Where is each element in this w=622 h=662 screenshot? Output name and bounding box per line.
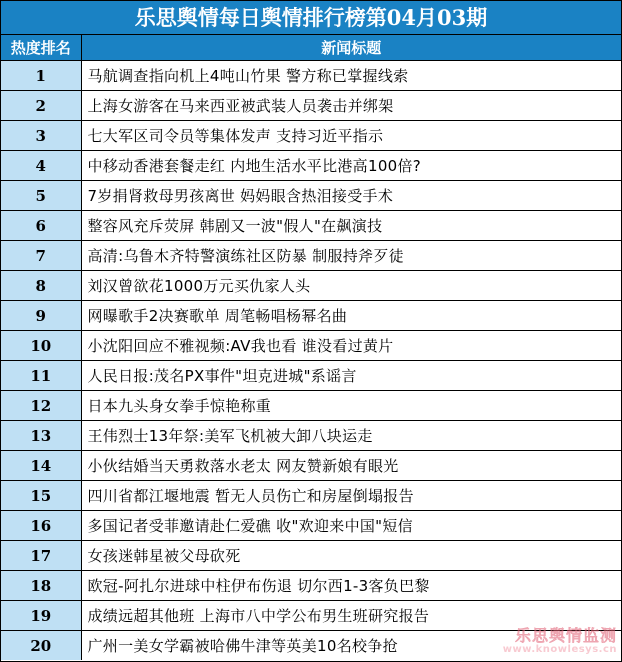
table-row — [1, 301, 621, 331]
table-row — [1, 271, 621, 301]
rank-cell: 16 — [1, 511, 81, 541]
table-row — [1, 541, 621, 571]
table-row — [1, 361, 621, 391]
rank-cell: 9 — [1, 301, 81, 331]
watermark-url: www.knowlesys.cn — [502, 644, 617, 655]
table-row — [1, 151, 621, 181]
rank-cell: 19 — [1, 601, 81, 631]
table-row — [1, 601, 621, 631]
headline-cell: 网曝歌手2决赛歌单 周笔畅唱杨幂名曲 — [81, 301, 621, 331]
headline-cell: 七大军区司令员等集体发声 支持习近平指示 — [81, 121, 621, 151]
headline-cell: 小伙结婚当天勇救落水老太 网友赞新娘有眼光 — [81, 451, 621, 481]
page-title: 乐思舆情每日舆情排行榜第04月03期 — [1, 1, 621, 35]
ranking-table — [1, 35, 621, 660]
rank-cell: 18 — [1, 571, 81, 601]
headline-cell: 王伟烈士13年祭:美军飞机被大卸八块运走 — [81, 421, 621, 451]
headline-cell: 刘汉曾欲花1000万元买仇家人头 — [81, 271, 621, 301]
headline-cell: 中移动香港套餐走红 内地生活水平比港高100倍? — [81, 151, 621, 181]
table-row — [1, 241, 621, 271]
rank-cell: 3 — [1, 121, 81, 151]
headline-cell: 整容风充斥荧屏 韩剧又一波"假人"在飙演技 — [81, 211, 621, 241]
headline-cell: 日本九头身女拳手惊艳称重 — [81, 391, 621, 421]
rank-cell: 11 — [1, 361, 81, 391]
headline-cell: 多国记者受菲邀请赴仁爱礁 收"欢迎来中国"短信 — [81, 511, 621, 541]
headline-column-header: 新闻标题 — [81, 35, 621, 61]
rank-cell: 5 — [1, 181, 81, 211]
headline-cell: 马航调查指向机上4吨山竹果 警方称已掌握线索 — [81, 61, 621, 91]
rank-cell: 1 — [1, 61, 81, 91]
table-row — [1, 211, 621, 241]
rank-cell: 15 — [1, 481, 81, 511]
rank-cell: 7 — [1, 241, 81, 271]
rank-cell: 13 — [1, 421, 81, 451]
rank-cell: 17 — [1, 541, 81, 571]
headline-cell: 7岁捐肾救母男孩离世 妈妈眼含热泪接受手术 — [81, 181, 621, 211]
rank-cell: 20 — [1, 631, 81, 661]
table-row — [1, 91, 621, 121]
table-row — [1, 631, 621, 661]
rank-cell: 6 — [1, 211, 81, 241]
table-row — [1, 571, 621, 601]
headline-cell: 广州一美女学霸被哈佛牛津等英美10名校争抢 — [81, 631, 621, 661]
ranking-rows — [1, 61, 621, 661]
headline-cell: 高清:乌鲁木齐特警演练社区防暴 制服持斧歹徒 — [81, 241, 621, 271]
headline-cell: 上海女游客在马来西亚被武装人员袭击并绑架 — [81, 91, 621, 121]
table-row — [1, 121, 621, 151]
rank-cell: 8 — [1, 271, 81, 301]
rank-cell: 12 — [1, 391, 81, 421]
rank-cell: 10 — [1, 331, 81, 361]
headline-cell: 小沈阳回应不雅视频:AV我也看 谁没看过黄片 — [81, 331, 621, 361]
rank-column-header: 热度排名 — [1, 35, 81, 61]
headline-cell: 人民日报:茂名PX事件"坦克进城"系谣言 — [81, 361, 621, 391]
headline-cell: 女孩迷韩星被父母砍死 — [81, 541, 621, 571]
table-row — [1, 391, 621, 421]
headline-cell: 四川省都江堰地震 暂无人员伤亡和房屋倒塌报告 — [81, 481, 621, 511]
table-row — [1, 181, 621, 211]
rank-cell: 2 — [1, 91, 81, 121]
table-row — [1, 451, 621, 481]
table-header-row — [1, 35, 621, 61]
table-row — [1, 421, 621, 451]
rank-cell: 14 — [1, 451, 81, 481]
table-row — [1, 511, 621, 541]
rank-cell: 4 — [1, 151, 81, 181]
headline-cell: 成绩远超其他班 上海市八中学公布男生班研究报告 — [81, 601, 621, 631]
watermark-text: 乐思舆情监测 — [514, 626, 617, 645]
headline-cell: 欧冠-阿扎尔进球中柱伊布伤退 切尔西1-3客负巴黎 — [81, 571, 621, 601]
table-row — [1, 481, 621, 511]
table-row — [1, 61, 621, 91]
table-row — [1, 331, 621, 361]
